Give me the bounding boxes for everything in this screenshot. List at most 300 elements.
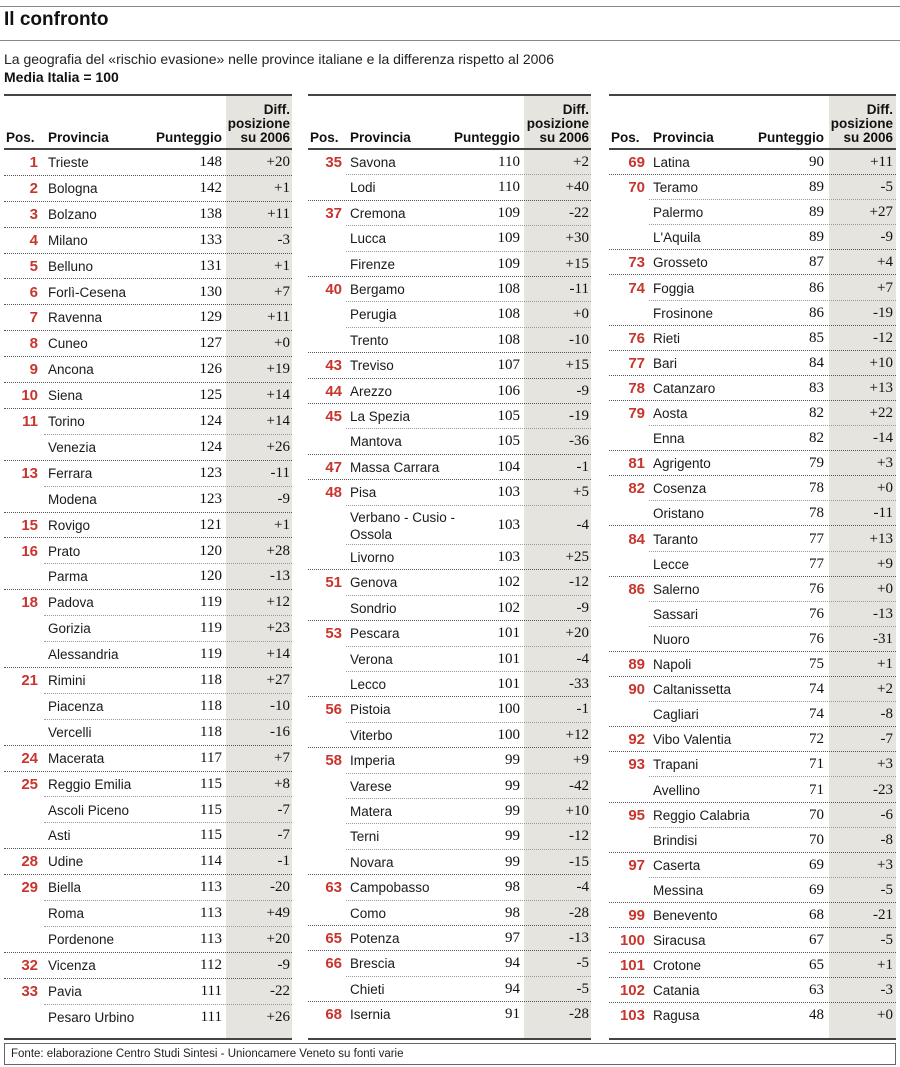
score-value: 97 [505,929,520,946]
diff-value: +3 [877,856,893,873]
diff-value: +20 [565,625,589,642]
province-name: Trieste [48,155,89,170]
diff-value: -7 [277,801,290,818]
header-provincia: Provincia [48,130,109,145]
header-pos: Pos. [611,130,640,145]
score-value: 120 [199,542,222,559]
score-value: 101 [497,675,520,692]
table-row [4,357,292,383]
diff-value: -8 [880,706,893,723]
table-column-2 [308,94,591,1040]
table-row [308,226,591,251]
diff-value: -3 [880,982,893,999]
header-diff-line: Diff. [263,102,290,117]
position-number: 90 [628,681,645,699]
diff-value: -3 [277,231,290,248]
province-name: Novara [350,854,394,870]
diff-value: -4 [576,650,589,667]
diff-value: -19 [873,304,893,321]
position-number: 21 [21,672,38,689]
province-name: Chieti [350,981,385,997]
diff-value: -10 [569,331,589,348]
score-value: 127 [199,335,222,352]
score-value: 99 [505,777,520,794]
province-name: Latina [653,155,690,170]
diff-value: +12 [565,726,589,743]
diff-value: +14 [266,413,290,429]
position-number: 10 [21,387,38,405]
diff-value: -20 [270,879,290,896]
diff-value: -11 [873,505,893,522]
score-value: 48 [809,1007,824,1024]
score-value: 123 [199,490,222,507]
position-number: 4 [29,231,38,249]
diff-value: +11 [267,309,290,326]
score-value: 119 [200,620,222,637]
score-value: 105 [497,408,520,424]
score-value: 82 [809,430,824,447]
score-value: 103 [497,548,520,565]
score-value: 120 [199,568,222,585]
diff-value: -6 [880,806,893,823]
score-value: 99 [505,853,520,870]
score-value: 78 [809,480,824,497]
score-value: 118 [200,697,222,714]
diff-value: +0 [877,480,893,497]
table-row [308,621,591,646]
score-value: 69 [809,881,824,898]
score-value: 89 [809,229,824,246]
position-number: 56 [325,701,342,719]
province-name: Biella [48,880,82,896]
diff-value: -21 [873,907,893,923]
position-number: 1 [29,154,38,171]
province-name: Palermo [653,205,704,221]
score-value: 101 [497,625,520,642]
diff-value: +9 [573,752,589,769]
province-name: Brindisi [653,832,698,848]
table-row [308,723,591,748]
diff-value: +49 [266,905,290,922]
diff-value: -12 [873,329,893,346]
score-value: 117 [200,749,222,766]
position-number: 37 [325,204,342,222]
diff-value: -12 [569,574,589,591]
table-row [308,901,591,926]
score-value: 123 [199,464,222,481]
table-row [308,328,591,353]
diff-value: +20 [266,154,290,170]
position-number: 28 [21,853,38,871]
province-name: Lecce [653,556,690,572]
diff-value: -23 [873,781,893,798]
diff-value: +8 [274,775,290,792]
table-row [609,627,896,652]
diff-value: +26 [266,1008,290,1025]
province-name: Gorizia [48,621,91,637]
score-value: 101 [497,650,520,667]
table-row [4,254,292,280]
position-number: 100 [619,932,645,950]
diff-value: -13 [569,929,589,946]
province-name: Cremona [350,205,406,221]
header-pos: Pos. [6,130,35,145]
position-number: 53 [325,625,342,643]
diff-value: -5 [880,881,893,898]
score-value: 111 [200,1008,222,1025]
table-row [308,429,591,454]
province-name: Padova [48,595,94,611]
table-row [609,928,896,953]
table-row [609,853,896,878]
province-name: Salerno [653,581,700,597]
province-name: Udine [48,854,84,870]
table-row [308,799,591,824]
table-row [4,849,292,875]
province-name: Rieti [653,330,681,346]
score-value: 91 [505,1006,520,1023]
diff-value: -5 [576,955,589,972]
diff-value: -15 [569,853,589,870]
province-name: Taranto [653,531,699,547]
table-row [4,927,292,953]
position-number: 84 [628,530,645,548]
diff-value: +0 [573,306,589,323]
score-value: 70 [809,831,824,848]
diff-value: -11 [270,464,290,481]
table-row [609,175,896,200]
diff-value: +10 [565,802,589,819]
score-value: 89 [809,204,824,221]
province-name: Caltanissetta [653,682,732,698]
table-bottom-rule [609,1038,896,1040]
table-row [609,752,896,777]
diff-value: +26 [266,438,290,455]
score-value: 100 [497,701,520,718]
table-row [308,748,591,773]
position-number: 45 [325,408,342,425]
position-number: 70 [628,179,645,197]
table-row [4,823,292,849]
diff-value: +28 [266,542,290,559]
diff-value: +13 [869,379,893,396]
diff-value: +2 [877,681,893,698]
score-value: 124 [199,438,222,455]
table-bottom-rule [4,1038,292,1040]
province-name: Ferrara [48,465,93,481]
diff-value: +7 [877,279,893,296]
table-row [308,379,591,404]
diff-value: +27 [869,204,893,221]
position-number: 63 [325,879,342,897]
province-name: Grosseto [653,255,708,271]
diff-value: +14 [266,387,290,404]
score-value: 102 [497,574,520,591]
province-name: Lecco [350,676,387,692]
province-name: Isernia [350,1007,391,1023]
province-name: Rovigo [48,517,91,533]
diff-value: +12 [266,594,290,611]
diff-value: +9 [877,555,893,572]
diff-value: -9 [880,229,893,246]
score-value: 74 [809,706,824,723]
province-name: Bolzano [48,206,97,222]
score-value: 98 [505,904,520,921]
table-row [4,564,292,590]
score-value: 102 [497,599,520,616]
table-row [4,875,292,901]
table-row [609,326,896,351]
province-name: Sassari [653,606,699,622]
header-pos: Pos. [310,130,339,145]
diff-value: -1 [576,458,589,475]
header-diff-line: Diff. [562,102,589,117]
score-value: 67 [809,932,824,949]
score-value: 109 [497,230,520,247]
position-number: 92 [628,731,645,749]
province-name: Pesaro Urbino [48,1009,135,1025]
header-provincia: Provincia [350,130,411,145]
table-row [4,383,292,409]
position-number: 79 [628,405,645,422]
diff-value: +0 [274,335,290,352]
table-row [609,677,896,702]
table-row [4,1005,292,1031]
header-diff [527,103,589,145]
province-name: Livorno [350,549,395,565]
province-name: Viterbo [350,727,393,743]
table-row [4,305,292,331]
score-value: 69 [809,856,824,873]
score-value: 114 [200,853,222,870]
table-row [4,772,292,798]
province-name: Vercelli [48,724,92,740]
position-number: 11 [22,413,38,430]
diff-value: -28 [569,1006,589,1023]
score-value: 108 [497,281,520,297]
province-name: Cuneo [48,336,88,352]
header-diff-line: posizione [830,116,893,131]
position-number: 43 [325,357,342,375]
province-name: Lodi [350,180,376,196]
diff-value: -7 [880,731,893,748]
diff-value: -33 [569,675,589,692]
table-row [609,276,896,301]
score-value: 131 [199,257,222,274]
province-name: Venezia [48,439,97,455]
province-name: Trento [350,332,389,348]
diff-value: +2 [573,154,589,170]
score-value: 83 [809,379,824,396]
score-value: 118 [200,723,222,740]
table-row [308,977,591,1002]
score-value: 98 [505,879,520,896]
province-name: Firenze [350,256,396,272]
table-header [609,94,896,150]
header-punteggio: Punteggio [758,130,824,145]
table-row [609,878,896,903]
score-value: 99 [505,802,520,819]
province-name: Cagliari [653,707,699,723]
table-row [308,201,591,226]
table-row [609,426,896,451]
table-row [609,778,896,803]
province-name: Rimini [48,673,86,688]
table-row [308,506,591,545]
score-value: 68 [809,907,824,923]
table-row [308,951,591,976]
diff-value: -16 [270,723,290,740]
table-row [609,727,896,752]
province-name: Enna [653,431,685,447]
diff-value: -42 [569,777,589,794]
table-row [4,616,292,642]
province-name: L'Aquila [653,230,701,246]
position-number: 32 [21,956,38,974]
score-value: 121 [199,516,222,533]
province-name: Cosenza [653,481,707,497]
table-row [609,1003,896,1028]
position-number: 47 [325,458,342,476]
score-value: 99 [505,752,520,769]
table-row [4,668,292,694]
diff-value: +3 [877,756,893,773]
table-row [609,702,896,727]
header-diff-line: Diff. [866,102,893,117]
diff-value: -28 [569,904,589,921]
province-name: Siena [48,388,83,404]
diff-value: +7 [274,283,290,300]
score-value: 108 [497,331,520,348]
province-name: Napoli [653,657,692,672]
diff-value: -36 [569,433,589,450]
score-value: 138 [199,205,222,222]
score-value: 115 [200,827,222,844]
table-row [308,926,591,951]
table-row [609,476,896,501]
table-row [4,461,292,487]
score-value: 113 [200,905,222,922]
province-name: Bari [653,355,678,371]
table-row [308,277,591,302]
score-value: 103 [497,484,520,501]
province-name: Verona [350,651,393,667]
table-row [308,875,591,900]
score-value: 115 [200,801,222,818]
province-name: Nuoro [653,631,690,647]
score-value: 109 [497,204,520,221]
table-row [308,647,591,672]
table-row [4,409,292,435]
position-number: 99 [628,907,645,924]
diff-value: -12 [569,828,589,845]
province-name: Massa Carrara [350,459,440,475]
position-number: 18 [21,594,38,612]
diff-value: +15 [565,255,589,272]
score-value: 109 [497,255,520,272]
province-name: Ragusa [653,1008,700,1024]
table-row [609,903,896,928]
diff-value: +27 [266,672,290,688]
table-bottom-rule [308,1038,591,1040]
position-number: 74 [628,279,645,297]
position-number: 35 [325,154,342,171]
province-name: Matera [350,803,393,819]
position-number: 25 [21,775,38,793]
position-number: 93 [628,756,645,774]
position-number: 69 [628,154,645,171]
position-number: 15 [21,516,38,534]
position-number: 3 [29,205,38,223]
position-number: 29 [21,879,38,897]
position-number: 40 [325,281,342,298]
table-header [4,94,292,150]
table-row [609,527,896,552]
score-value: 94 [505,955,520,972]
table-column-1 [4,94,292,1040]
province-name: Brescia [350,956,396,972]
province-name: Perugia [350,307,397,323]
header-diff-line: posizione [227,116,290,131]
diff-value: +0 [877,1007,893,1024]
header-punteggio: Punteggio [454,130,520,145]
province-name: Genova [350,575,398,591]
position-number: 103 [619,1007,645,1025]
score-value: 110 [498,154,520,170]
diff-value: -8 [880,831,893,848]
position-number: 102 [619,982,645,1000]
province-name: Potenza [350,930,400,946]
province-name: Sondrio [350,600,397,616]
province-name: Pordenone [48,932,115,947]
header-diff-line: su 2006 [843,130,893,145]
diff-value: -9 [277,490,290,507]
position-number: 6 [29,283,38,301]
province-name: Pisa [350,485,377,501]
score-value: 124 [199,413,222,429]
table-row [308,150,591,175]
province-name: Vibo Valentia [653,732,732,748]
table-header [308,94,591,150]
table-row [609,200,896,225]
score-value: 89 [809,179,824,196]
diff-value: +10 [869,354,893,371]
score-value: 119 [200,594,222,611]
score-value: 99 [505,828,520,845]
diff-value: +1 [274,257,290,274]
diff-value: +1 [877,656,893,672]
diff-value: +4 [877,254,893,271]
diff-value: +23 [266,620,290,637]
diff-value: +0 [877,580,893,597]
score-value: 85 [809,329,824,346]
table-row [4,694,292,720]
diff-value: -22 [569,204,589,221]
table-row [4,331,292,357]
table-row [4,280,292,306]
score-value: 78 [809,505,824,522]
province-name: Varese [350,778,392,794]
diff-value: +11 [267,205,290,222]
position-number: 76 [628,329,645,347]
score-value: 72 [809,731,824,748]
position-number: 95 [628,806,645,824]
province-name: Roma [48,906,85,922]
province-name: Milano [48,232,88,248]
score-value: 130 [199,283,222,300]
page-title: Il confronto [4,9,109,30]
position-number: 66 [325,955,342,973]
